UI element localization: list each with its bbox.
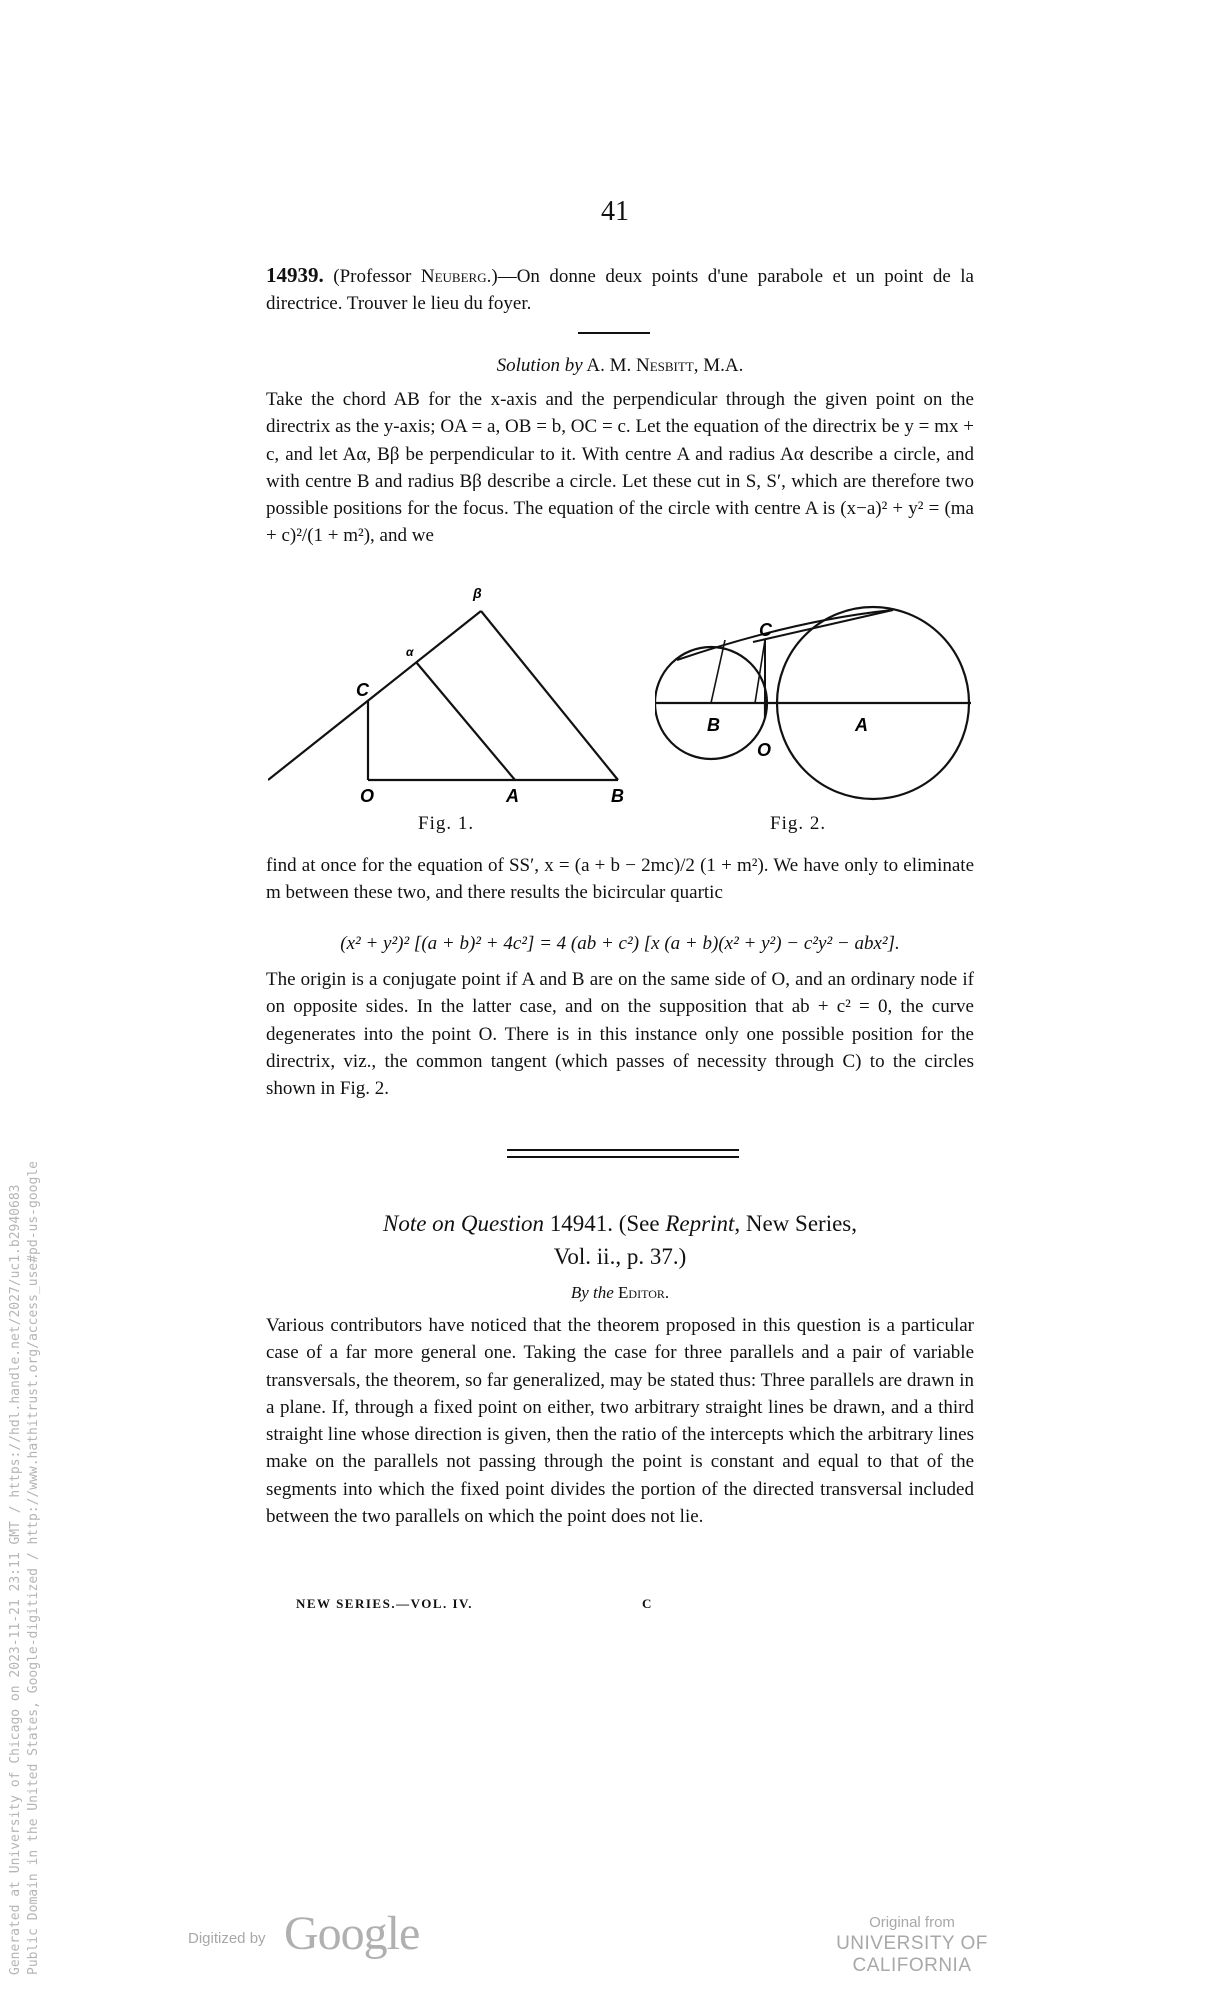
- university-name: UNIVERSITY OF CALIFORNIA: [836, 1933, 988, 1976]
- solution-paragraph-1-text: Take the chord AB for the x-axis and the perpendicular through the given point on the directrix as the y-axis; OA = a, OB = b, OC = c. Let the equation of the directrix be y = mx + c, and let Aα, Bβ be perpendicular to it. With centre A and radius Aα describe a circle, and with centre B and radius Bβ describe a circle. Let these cut in S, S′, which are therefore two possible positions for the focus. The equation of the circle with centre A is (x−a)² + y² = (ma + c)²/(1 + m²), and we: [266, 389, 974, 547]
- solution-author-initials: A. M.: [586, 355, 636, 376]
- note-title-line-2: Vol. ii., p. 37.): [553, 1244, 687, 1269]
- fig1-label-c: C: [356, 680, 369, 700]
- question-statement: [266, 262, 974, 318]
- figure-2-caption: Fig. 2.: [770, 813, 827, 834]
- note-byline-name: Editor.: [613, 1283, 670, 1302]
- solution-byline: [266, 355, 974, 377]
- fig2-tangent-upper: [753, 610, 893, 642]
- figure-1-caption: Fig. 1.: [418, 813, 475, 834]
- solution-author-name: Nesbitt: [635, 355, 694, 376]
- watermark-line-2: Public Domain in the United States, Google-digitized / http://www.hathitrust.org/access_use#pd-us-google: [26, 1161, 41, 1975]
- digitized-by-label: Digitized by: [188, 1930, 266, 1947]
- question-author-name: Neuberg: [420, 266, 487, 287]
- fig2-label-c: C: [759, 620, 772, 640]
- solution-paragraph-3: [266, 966, 974, 1102]
- fig1-directrix-line: [268, 611, 481, 780]
- fig1-label-beta: β: [473, 585, 482, 601]
- original-from-label: Original from: [869, 1914, 955, 1931]
- figure-2-diagram: [655, 600, 995, 810]
- question-author-prefix: (Professor: [333, 266, 421, 287]
- google-logo: Google: [284, 1907, 420, 1960]
- question-text: —On donne deux points d'une parabole et un point de la directrice. Trouver le lieu du foyer.: [266, 266, 974, 315]
- solution-paragraph-3-text: The origin is a conjugate point if A and B are on the same side of O, and an ordinary node if on opposite sides. In the latter case, and on the supposition that ab + c² = 0, the curve degenerates into the point O. There is in this instance only one possible position for the directrix, viz., the common tangent (which passes of necessity through C) to the circles shown in Fig. 2.: [266, 969, 974, 1100]
- question-author-suffix: .): [486, 266, 498, 287]
- side-watermark: [0, 0, 60, 1989]
- note-title-italic: Note on Question: [382, 1211, 544, 1236]
- solution-paragraph-1: [266, 386, 974, 550]
- solution-label: Solution by: [496, 355, 583, 376]
- footer-series: NEW SERIES.—VOL. IV.: [296, 1596, 474, 1611]
- solution-paragraph-2: [266, 852, 974, 907]
- watermark-line-1: Generated at University of Chicago on 2023-11-21 23:11 GMT / https://hdl.handle.net/2027/uc1.b2940683: [8, 1184, 23, 1975]
- fig2-label-o: O: [757, 740, 772, 760]
- note-title-number: 14941. (See: [543, 1211, 666, 1236]
- fig2-label-a: A: [855, 715, 868, 735]
- fig2-radius-b: [711, 640, 725, 703]
- note-body: [266, 1312, 974, 1530]
- figure-1-diagram: [268, 584, 638, 804]
- fig2-label-b: B: [707, 715, 720, 735]
- solution-paragraph-2-text: find at once for the equation of SS′, x = (a + b − 2mc)/2 (1 + m²). We have only to eliminate m between these two, and there results the bicircular quartic: [266, 855, 974, 904]
- solution-author-suffix: , M.A.: [693, 355, 744, 376]
- question-number: 14939.: [266, 263, 324, 287]
- note-title-reprint: Reprint: [665, 1211, 735, 1236]
- note-byline: [266, 1283, 974, 1303]
- footer-signature: C: [642, 1596, 652, 1611]
- fig1-label-a: A: [506, 786, 519, 804]
- fig1-label-o: O: [360, 786, 375, 804]
- note-body-text: Various contributors have noticed that the theorem proposed in this question is a particular case of a far more general one. Taking the case for three parallels and a pair of variable transversals, the theorem, so far generalized, may be stated thus: Three parallels are drawn in a plane. If, through a fixed point on either, two arbitrary straight lines be drawn, and a third straight line whose direction is given, then the ratio of the intercepts which the arbitrary lines make on the parallels not passing through the point is constant and equal to that of the segments into which the fixed point divides the portion of the directed transversal included between the two parallels on which the point does not lie.: [266, 1315, 974, 1528]
- page-number: 41: [601, 196, 629, 227]
- fig1-label-alpha: α: [406, 645, 414, 659]
- quartic-formula: (x² + y²)² [(a + b)² + 4c²] = 4 (ab + c²) [x (a + b)(x² + y²) − c²y² − abx²].: [340, 933, 900, 954]
- fig1-line-a-alpha: [416, 662, 515, 780]
- double-rule-divider: [507, 1149, 739, 1158]
- note-title-rest: , New Series,: [734, 1211, 857, 1236]
- note-byline-italic: By the: [570, 1283, 614, 1302]
- section-divider: [578, 332, 650, 334]
- note-title: [266, 1207, 974, 1273]
- fig1-line-b-beta: [481, 611, 618, 780]
- fig1-label-b: B: [611, 786, 624, 804]
